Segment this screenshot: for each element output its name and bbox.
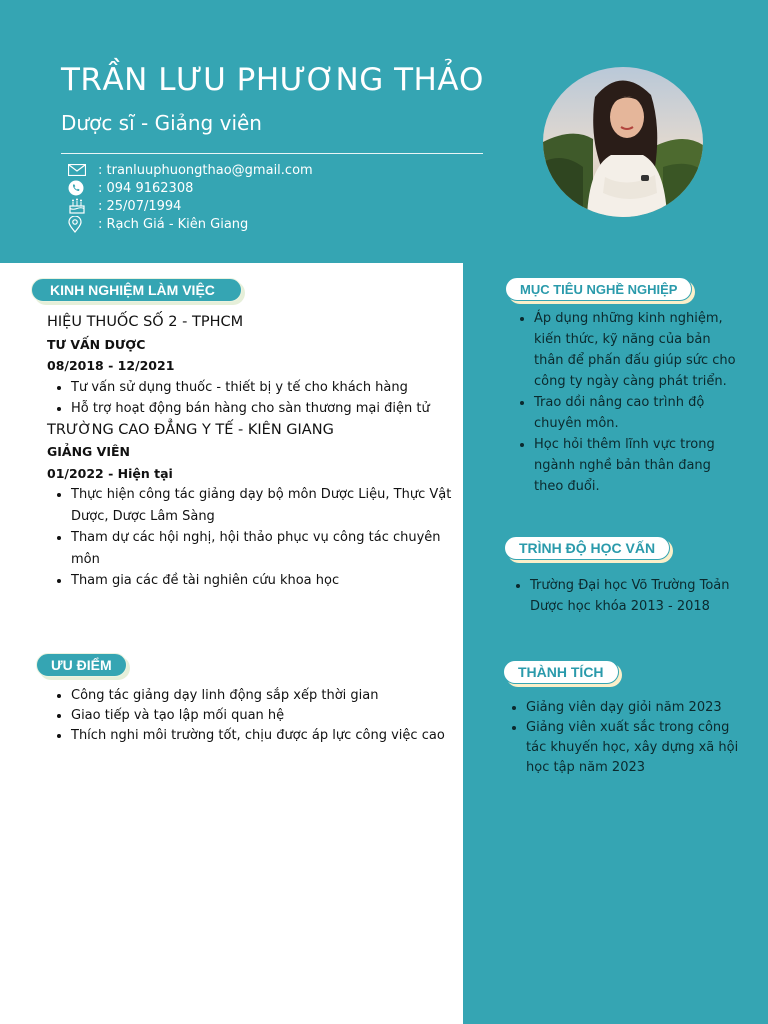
experience-section — [47, 312, 457, 592]
objective-section — [514, 308, 739, 497]
achievements-list — [506, 698, 741, 778]
location-pin-icon — [68, 216, 90, 232]
contact-email-text: : tranluuphuongthao@gmail.com — [98, 162, 313, 178]
contact-address-text: : Rạch Giá - Kiên Giang — [98, 216, 249, 232]
list-item: • Giảng viên xuất sắc trong công tác khuyến học, xây dựng xã hội học tập năm 2023 — [526, 718, 741, 778]
profile-title: Dược sĩ - Giảng viên — [61, 111, 262, 135]
job-company: TRƯỜNG CAO ĐẲNG Y TẾ - KIÊN GIANG — [47, 421, 334, 438]
education-section — [510, 575, 735, 617]
cake-icon — [68, 198, 90, 214]
list-item: • Trao dồi nâng cao trình độ chuyên môn. — [534, 392, 739, 434]
contact-email — [68, 161, 313, 179]
contact-birthday — [68, 197, 313, 215]
achievements-section — [506, 698, 741, 778]
list-item: • Tư vấn sử dụng thuốc - thiết bị y tế cho khách hàng — [71, 377, 457, 399]
education-list — [510, 575, 735, 617]
list-item: • Công tác giảng dạy linh động sắp xếp thời gian — [71, 686, 457, 706]
list-item: • Áp dụng những kinh nghiệm, kiến thức, kỹ năng của bản thân để phấn đấu giúp sức cho công ty ngày càng phát triển. — [534, 308, 739, 392]
profile-name: TRẦN LƯU PHƯƠNG THẢO — [61, 62, 484, 98]
job-task-list — [47, 377, 457, 420]
objective-list — [514, 308, 739, 497]
job-role: GIẢNG VIÊN — [47, 444, 130, 459]
phone-icon — [68, 180, 90, 196]
achievements-heading: THÀNH TÍCH — [503, 660, 619, 684]
list-item: • Giảng viên dạy giỏi năm 2023 — [526, 698, 741, 718]
education-heading: TRÌNH ĐỘ HỌC VẤN — [504, 536, 670, 560]
contact-address — [68, 215, 313, 233]
divider — [61, 153, 483, 154]
header — [0, 0, 768, 263]
contact-list — [68, 161, 313, 233]
contact-phone-text: : 094 9162308 — [98, 180, 194, 196]
list-item: • Tham gia các đề tài nghiên cứu khoa học — [71, 570, 457, 592]
contact-birthday-text: : 25/07/1994 — [98, 198, 182, 214]
profile-photo — [543, 67, 703, 217]
list-item: • Giao tiếp và tạo lập mối quan hệ — [71, 706, 457, 726]
strengths-section — [47, 686, 457, 746]
strengths-list — [47, 686, 457, 746]
mail-icon — [68, 162, 90, 178]
list-item: • Trường Đại học Võ Trường Toản Dược học khóa 2013 - 2018 — [530, 575, 735, 617]
job-task-list — [47, 484, 457, 592]
strengths-heading: ƯU ĐIỂM — [36, 653, 127, 677]
job-period: 08/2018 - 12/2021 — [47, 358, 175, 373]
list-item: • Thực hiện công tác giảng dạy bộ môn Dược Liệu, Thực Vật Dược, Dược Lâm Sàng — [71, 484, 457, 527]
list-item: • Học hỏi thêm lĩnh vực trong ngành nghề bản thân đang theo đuổi. — [534, 434, 739, 497]
list-item: • Tham dự các hội nghị, hội thảo phục vụ công tác chuyên môn — [71, 527, 457, 570]
job-period: 01/2022 - Hiện tại — [47, 465, 173, 481]
job-company: HIỆU THUỐC SỐ 2 - TPHCM — [47, 314, 244, 330]
job-role: TƯ VẤN DƯỢC — [47, 336, 146, 352]
contact-phone — [68, 179, 313, 197]
experience-heading: KINH NGHIỆM LÀM VIỆC — [31, 278, 242, 302]
objective-heading: MỤC TIÊU NGHỀ NGHIỆP — [505, 277, 692, 301]
list-item: • Hỗ trợ hoạt động bán hàng cho sàn thương mại điện tử — [71, 398, 457, 420]
list-item: • Thích nghi môi trường tốt, chịu được áp lực công việc cao — [71, 726, 457, 746]
